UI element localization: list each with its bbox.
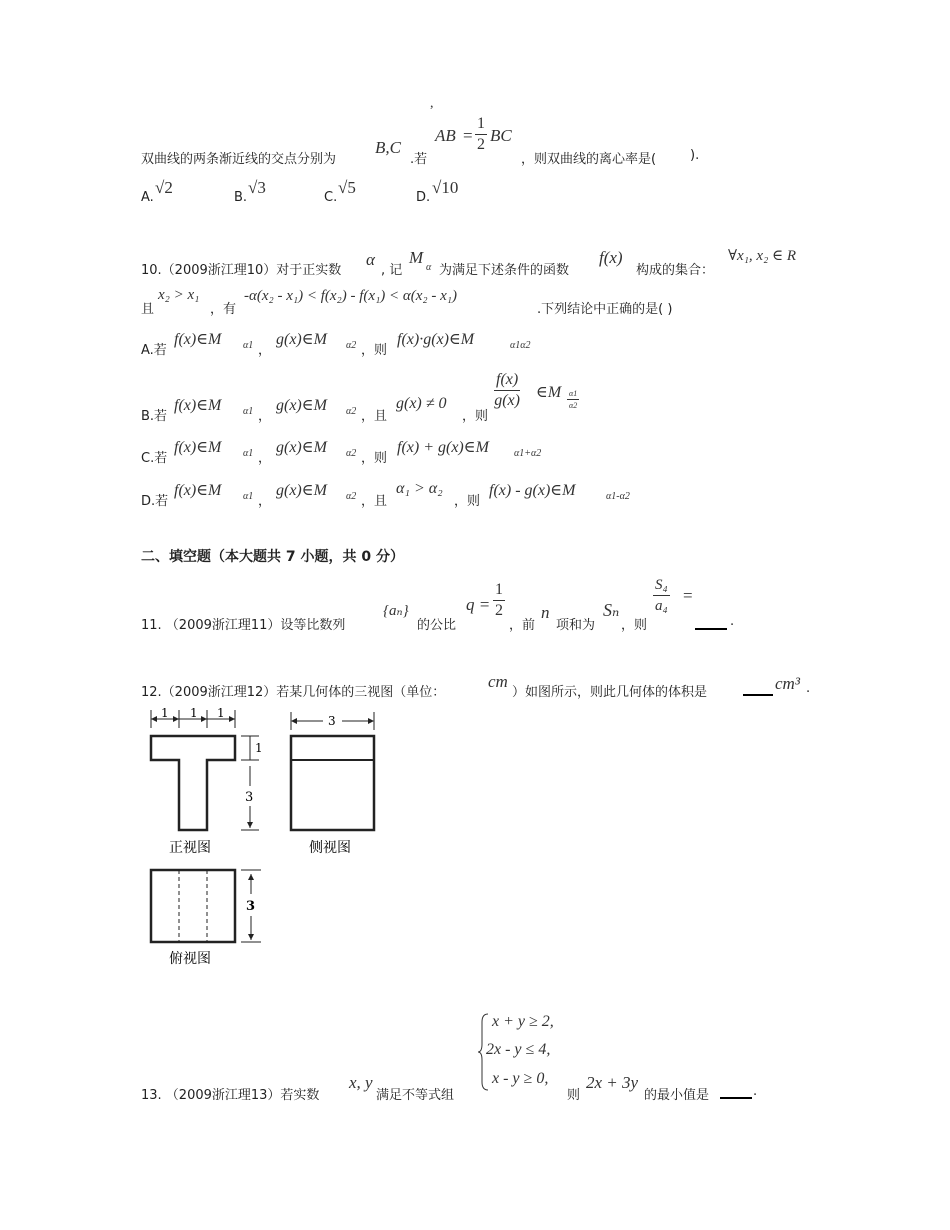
comma-mark: ,	[430, 96, 434, 111]
arrow-head	[248, 934, 254, 940]
q10-a-g-sub: α2	[346, 340, 357, 351]
q10-b-sub-den: α2	[569, 401, 578, 410]
q9-bc: BC	[490, 126, 512, 145]
q10-a-result-sub: α1α2	[510, 340, 531, 351]
q9-stem-a: 双曲线的两条渐近线的交点分别为	[141, 152, 337, 167]
q11-q: q =	[466, 595, 491, 614]
arrow-head	[151, 716, 157, 722]
q11-ratio-num: S₄	[653, 575, 670, 596]
q10-b-cond: g(x) ≠ 0	[396, 395, 447, 412]
q10-b-sep: ，	[258, 409, 272, 424]
q10-b-in: ∈M	[536, 384, 562, 401]
q13-answer-blank	[720, 1093, 752, 1099]
q10-M-sub: α	[426, 262, 432, 273]
q10-qie: 且	[141, 302, 155, 317]
q9-points: B,C	[375, 138, 401, 157]
q10-c-result-sub: α1+α2	[514, 448, 542, 459]
q10-c-g: g(x)∈M	[276, 439, 327, 456]
q10-ineq: -α(x₂ - x₁) < f(x₂) - f(x₁) < α(x₂ - x₁)	[244, 288, 458, 304]
q9-frac-num: 1	[475, 114, 487, 135]
q10-cond: x₂ > x₁	[158, 287, 200, 303]
q11-end: .	[730, 614, 735, 629]
q9-option-a-label: A.	[141, 190, 154, 205]
q11-answer-blank	[695, 624, 727, 630]
q13-prefix: 13. （2009浙江理13）若实数	[141, 1088, 320, 1103]
three-view-figure	[137, 704, 387, 974]
dim-label-w3: 3	[328, 714, 336, 728]
q12-answer-blank	[743, 690, 773, 696]
arrow-head	[201, 716, 207, 722]
q13-line-3: x - y ≥ 0,	[492, 1070, 549, 1087]
q10-d-g: g(x)∈M	[276, 482, 327, 499]
q10-alpha: α	[366, 250, 375, 269]
q9-frac-den: 2	[477, 136, 485, 153]
q11-n: n	[541, 603, 550, 622]
q9-stem-b: .若	[410, 152, 428, 167]
arrow-head	[291, 718, 297, 724]
q10-d-f: f(x)∈M	[174, 482, 222, 499]
front-view-label: 正视图	[169, 840, 211, 856]
q12-mid: ）如图所示，则此几何体的体积是	[512, 685, 708, 700]
side-view-label: 侧视图	[309, 840, 351, 856]
q13-line-2: 2x - y ≤ 4,	[486, 1041, 551, 1058]
section-heading: 二、填空题（本大题共 7 小题，共 0 分）	[141, 549, 404, 565]
q10-forall: ∀x₁, x₂ ∈ R	[728, 248, 797, 264]
q10-b-fraction	[494, 370, 520, 411]
q13-ze: 则	[567, 1088, 581, 1103]
q10-wei: 为满足下述条件的函数	[439, 263, 570, 278]
q10-a-g: g(x)∈M	[276, 331, 327, 348]
q10-fx: f(x)	[599, 248, 623, 267]
q10-d-g-sub: α2	[346, 491, 357, 502]
q10-option-d-label: D.若	[141, 494, 169, 509]
q11-gongbi: 的公比	[417, 618, 457, 633]
arrow-head	[247, 822, 253, 828]
q9-option-b: √3	[248, 178, 266, 197]
q9-option-d: √10	[432, 178, 459, 197]
q13-tail: 的最小值是	[644, 1088, 710, 1103]
q9-option-b-label: B.	[234, 190, 248, 205]
q9-option-a: √2	[155, 178, 173, 197]
q10-d-f-sub: α1	[243, 491, 254, 502]
q13-line-1: x + y ≥ 2,	[492, 1013, 554, 1030]
q11-q-den: 2	[495, 602, 503, 619]
q10-a-then: ，则	[361, 343, 388, 358]
q10-c-sep: ，	[258, 451, 272, 466]
q11-q-num: 1	[493, 580, 505, 601]
q11-ze: ，则	[621, 618, 648, 633]
q10-b-qie: ，且	[361, 409, 388, 424]
q12-end: .	[806, 681, 811, 696]
q11-eq: =	[683, 586, 693, 605]
q10-option-b-label: B.若	[141, 409, 168, 424]
q12-cm: cm	[488, 672, 508, 691]
q10-a-f-sub: α1	[243, 340, 254, 351]
dim-label-1c: 1	[217, 706, 225, 720]
q10-d-qie: ，且	[361, 494, 388, 509]
dim-label-1a: 1	[161, 706, 169, 720]
q9-option-c: √5	[338, 178, 356, 197]
q11-q-fraction	[493, 580, 505, 621]
q13-expr: 2x + 3y	[586, 1073, 639, 1092]
q10-gou: 构成的集合：	[636, 263, 715, 278]
q13-mid: 满足不等式组	[376, 1088, 455, 1103]
q10-b-frac-num: f(x)	[494, 370, 520, 391]
q10-d-sep: ，	[258, 494, 272, 509]
q10-you: ，有	[210, 302, 237, 317]
q10-b-g-sub: α2	[346, 406, 357, 417]
q10-b-f: f(x)∈M	[174, 397, 222, 414]
q10-c-f-sub: α1	[243, 448, 254, 459]
q10-c-f: f(x)∈M	[174, 439, 222, 456]
q10-b-frac-den: g(x)	[494, 392, 520, 409]
q10-b-sub-fraction	[567, 388, 579, 411]
q13-vars: x, y	[349, 1073, 373, 1092]
q9-option-d-label: D.	[416, 190, 431, 205]
q12-prefix: 12.（2009浙江理12）若某几何体的三视图（单位：	[141, 685, 446, 700]
q13-end: .	[753, 1084, 758, 1099]
q11-seq: {aₙ}	[383, 603, 409, 619]
q11-prefix: 11. （2009浙江理11）设等比数列	[141, 618, 346, 633]
q10-tail: .下列结论中正确的是( )	[537, 302, 673, 317]
q9-fraction	[475, 114, 487, 155]
dim-label-1b: 1	[190, 706, 198, 720]
q11-xiang: 项和为	[556, 618, 596, 633]
dim-label-h1: 1	[255, 741, 263, 755]
q11-Sn: Sₙ	[603, 600, 620, 620]
top-view-label: 俯视图	[169, 951, 211, 967]
q10-d-result-sub: α1-α2	[606, 491, 630, 502]
side-view-shape	[291, 736, 374, 830]
q10-b-sub-num: α1	[569, 389, 578, 398]
top-view-shape	[151, 870, 235, 942]
q10-d-result: f(x) - g(x)∈M	[489, 482, 576, 499]
q12-unit: cm³	[775, 674, 800, 693]
front-view-shape	[151, 736, 235, 830]
q11-qian: ，前	[509, 618, 536, 633]
dim-label-h3: 3	[245, 790, 254, 805]
q10-a-f: f(x)∈M	[174, 331, 222, 348]
arrow-head	[368, 718, 374, 724]
q10-option-c-label: C.若	[141, 451, 168, 466]
q10-option-a-label: A.若	[141, 343, 167, 358]
q11-ratio-den: a₄	[655, 598, 668, 614]
q9-eq: =	[463, 126, 473, 145]
q11-ratio-fraction	[653, 575, 670, 616]
q10-b-then: ，则	[462, 409, 489, 424]
arrow-head	[248, 874, 254, 880]
q10-c-then: ，则	[361, 451, 388, 466]
q10-b-f-sub: α1	[243, 406, 254, 417]
q9-ab: AB	[435, 126, 456, 145]
q9-option-c-label: C.	[324, 190, 338, 205]
arrow-head	[173, 716, 179, 722]
q9-paren-close: ).	[690, 148, 700, 163]
q10-c-result: f(x) + g(x)∈M	[397, 439, 489, 456]
q10-c-g-sub: α2	[346, 448, 357, 459]
dim-label-t3: 3	[246, 899, 256, 914]
q10-ji: , 记	[381, 263, 403, 278]
q9-stem-c: ，则双曲线的离心率是(	[521, 152, 657, 167]
q10-a-sep: ，	[258, 343, 272, 358]
q10-b-g: g(x)∈M	[276, 397, 327, 414]
q10-M: M	[409, 248, 424, 267]
arrow-head	[229, 716, 235, 722]
q10-d-cond: α₁ > α₂	[396, 480, 443, 497]
q10-d-then: ，则	[454, 494, 481, 509]
q10-a-result: f(x)·g(x)∈M	[397, 331, 475, 348]
q10-prefix: 10.（2009浙江理10）对于正实数	[141, 263, 342, 278]
